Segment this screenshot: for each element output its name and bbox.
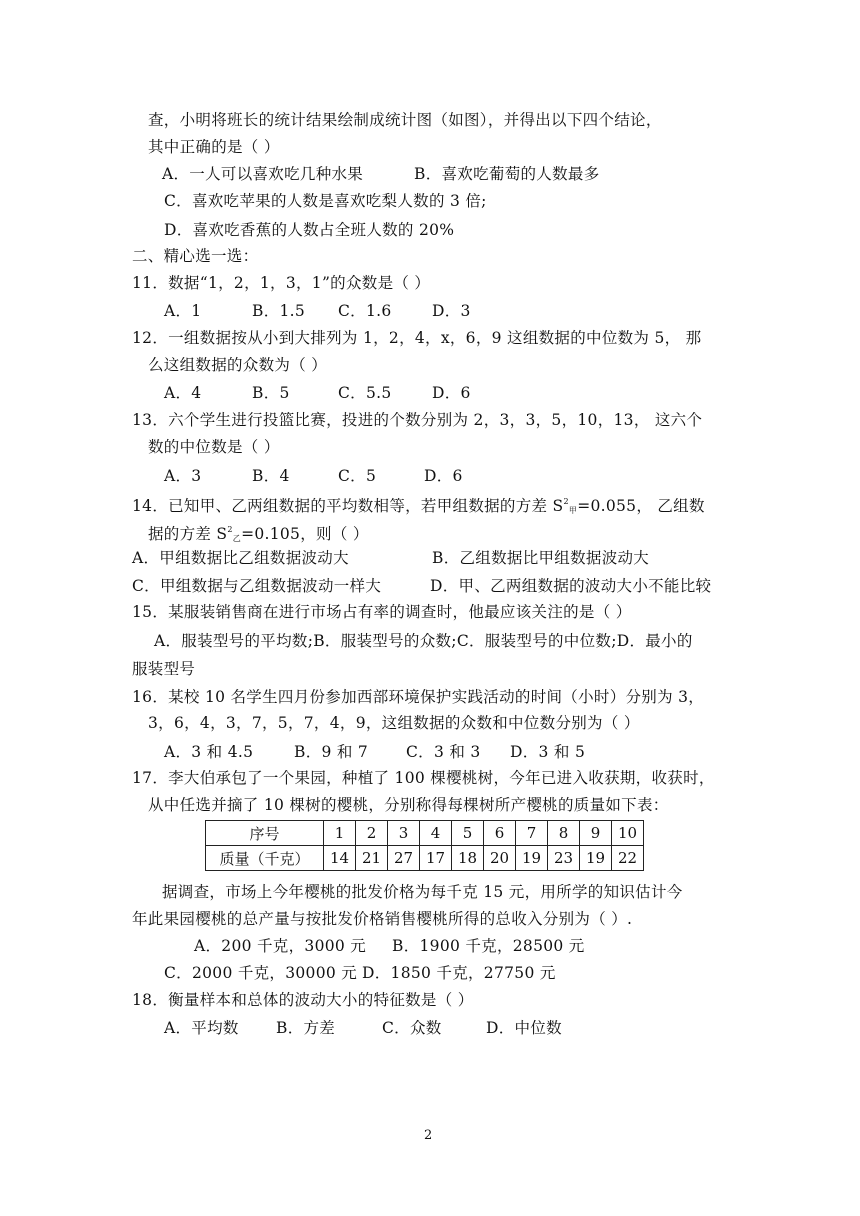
q13-option: A．3	[164, 467, 202, 485]
intro-line-1: 查，小明将班长的统计结果绘制成统计图（如图），并得出以下四个结论，	[148, 111, 662, 129]
table-cell: 2	[356, 821, 388, 846]
q17-line-1: 17．李大伯承包了一个果园，种植了 100 棵樱桃树，今年已进入收获期，收获时，	[132, 769, 715, 787]
table-cell: 20	[484, 846, 516, 871]
q16-line-2: 3，6，4，3，7，5，7，4，9，这组数据的众数和中位数分别为（ ）	[148, 714, 640, 732]
table-cell: 6	[484, 821, 516, 846]
q14-option-d: D．甲、乙两组数据的波动大小不能比较	[430, 577, 712, 595]
q12-option: D．6	[432, 384, 471, 402]
q11-option: B．1.5	[252, 302, 306, 320]
q12-option: B．5	[252, 384, 290, 402]
q14-option-c: C．甲组数据与乙组数据波动一样大	[132, 577, 382, 595]
q13-line-2: 数的中位数是（ ）	[148, 438, 280, 456]
table-cell: 19	[516, 846, 548, 871]
q13-option: C．5	[338, 467, 377, 485]
q14-option-a: A．甲组数据比乙组数据波动大	[132, 549, 349, 567]
table-row	[206, 846, 644, 871]
q11-option: D．3	[432, 302, 471, 320]
q18-option: C．众数	[382, 1019, 442, 1037]
q16-line-1: 16．某校 10 名学生四月份参加西部环境保护实践活动的时间（小时）分别为 3，	[132, 688, 705, 706]
q14-option-b: B．乙组数据比甲组数据波动大	[432, 549, 650, 567]
q15-options: A．服装型号的平均数;B．服装型号的众数;C．服装型号的中位数;D．最小的	[154, 632, 693, 650]
intro-option-c: C．喜欢吃苹果的人数是喜欢吃梨人数的 3 倍;	[164, 192, 487, 210]
table-cell: 17	[420, 846, 452, 871]
cherry-mass-table	[205, 820, 644, 871]
table-cell: 5	[452, 821, 484, 846]
table-cell: 1	[324, 821, 356, 846]
q16-option: A．3 和 4.5	[164, 743, 254, 761]
intro-option-b: B．喜欢吃葡萄的人数最多	[414, 165, 600, 183]
table-cell: 4	[420, 821, 452, 846]
q12-line-1: 12．一组数据按从小到大排列为 1，2，4，x，6，9 这组数据的中位数为 5， 那	[132, 329, 702, 347]
q16-option: B．9 和 7	[294, 743, 369, 761]
q13-option: D．6	[424, 467, 463, 485]
table-cell: 21	[356, 846, 388, 871]
table-header-cell: 序号	[206, 821, 324, 846]
table-cell: 9	[580, 821, 612, 846]
q12-option: C．5.5	[338, 384, 392, 402]
table-cell: 18	[452, 846, 484, 871]
intro-option-a: A．一人可以喜欢吃几种水果	[162, 165, 364, 183]
table-cell: 8	[548, 821, 580, 846]
table-cell: 10	[612, 821, 644, 846]
table-cell: 27	[388, 846, 420, 871]
q13-option: B．4	[252, 467, 290, 485]
q17-option-d: D．1850 千克，27750 元	[362, 964, 556, 982]
q15-stem: 15．某服装销售商在进行市场占有率的调查时，他最应该关注的是（ ）	[132, 603, 632, 621]
q17-option-c: C．2000 千克，30000 元	[164, 964, 358, 982]
table-cell: 23	[548, 846, 580, 871]
q12-line-2: 么这组数据的众数为（ ）	[148, 356, 328, 374]
table-cell: 7	[516, 821, 548, 846]
q12-option: A．4	[164, 384, 202, 402]
table-cell: 22	[612, 846, 644, 871]
q17-line-2: 从中任选并摘了 10 棵树的樱桃，分别称得每棵树所产樱桃的质量如下表：	[148, 796, 669, 814]
q15-options-cont: 服装型号	[132, 660, 196, 678]
q11-option: A．1	[164, 302, 202, 320]
q14-line-2: 据的方差 $S^2_乙=0.105$，则（ ）	[148, 525, 369, 543]
q11-option: C．1.6	[338, 302, 392, 320]
q18-option: A．平均数	[164, 1019, 239, 1037]
q17-option-b: B．1900 千克，28500 元	[392, 937, 585, 955]
section-title: 二、精心选一选：	[132, 247, 259, 265]
table-row	[206, 821, 644, 846]
q16-option: D．3 和 5	[510, 743, 586, 761]
q17-line-4: 年此果园樱桃的总产量与按批发价格销售樱桃所得的总收入分别为（ ）.	[132, 910, 633, 928]
q11-stem: 11．数据“1，2，1，3，1”的众数是（ ）	[132, 274, 431, 292]
q18-stem: 18．衡量样本和总体的波动大小的特征数是（ ）	[132, 991, 474, 1009]
q18-option: D．中位数	[486, 1019, 562, 1037]
q13-line-1: 13．六个学生进行投篮比赛，投进的个数分别为 2，3，3，5，10，13， 这六个	[132, 411, 703, 429]
q17-option-a: A．200 千克，3000 元	[194, 937, 367, 955]
table-header-cell: 质量（千克）	[206, 846, 324, 871]
q16-option: C．3 和 3	[406, 743, 481, 761]
q18-option: B．方差	[276, 1019, 336, 1037]
table-cell: 14	[324, 846, 356, 871]
table-cell: 19	[580, 846, 612, 871]
q14-line-1: 14．已知甲、乙两组数据的平均数相等，若甲组数据的方差 $S^2_甲=0.055$， 乙组数	[132, 497, 705, 515]
page-number: 2	[424, 1128, 433, 1143]
table-cell: 3	[388, 821, 420, 846]
intro-line-2: 其中正确的是（ ）	[148, 138, 280, 156]
intro-option-d: D．喜欢吃香蕉的人数占全班人数的 20%	[164, 221, 455, 239]
q17-line-3: 据调查，市场上今年樱桃的批发价格为每千克 15 元，用所学的知识估计今	[162, 883, 683, 901]
